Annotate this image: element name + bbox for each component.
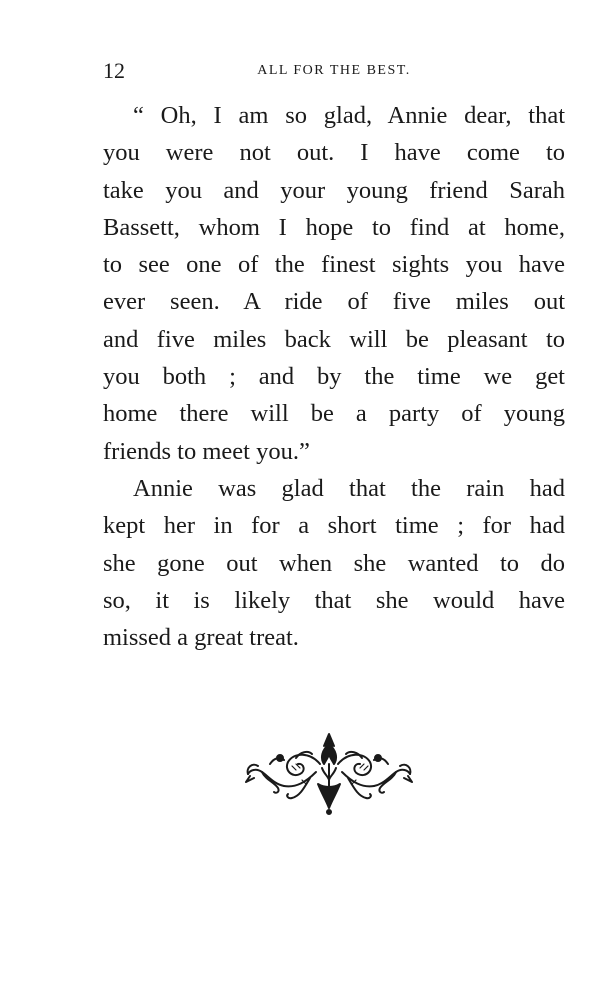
text-line: friends to meet you.” [103,437,310,465]
text-line: Annie was glad that the rain had [133,474,565,502]
body-text [103,97,565,656]
running-head [103,58,565,84]
paragraph-narration [103,470,565,656]
text-line: kept her in for a short time ; for had [103,512,565,540]
text-line: ever seen. A ride of five miles out [103,288,565,316]
text-line: you were not out. I have come to [103,139,565,167]
page-number: 12 [103,58,125,83]
text-line: “ Oh, I am so glad, Annie dear, that [133,102,565,129]
text-line: Bassett, whom I hope to find at home, [103,213,565,241]
text-line: so, it is likely that she would have [103,586,565,614]
text-line: and five miles back will be pleasant to [103,325,565,353]
text-line: she gone out when she wanted to do [103,549,565,577]
text-line: you both ; and by the time we get [103,363,565,391]
paragraph-dialogue [103,97,565,470]
text-line: missed a great treat. [103,624,299,652]
text-line: take you and your young friend Sarah [103,176,565,204]
text-line: to see one of the finest sights you have [103,251,565,279]
running-title: ALL FOR THE BEST. [257,63,411,78]
floral-tailpiece-icon [240,728,418,816]
text-line: home there will be a party of young [103,400,565,428]
